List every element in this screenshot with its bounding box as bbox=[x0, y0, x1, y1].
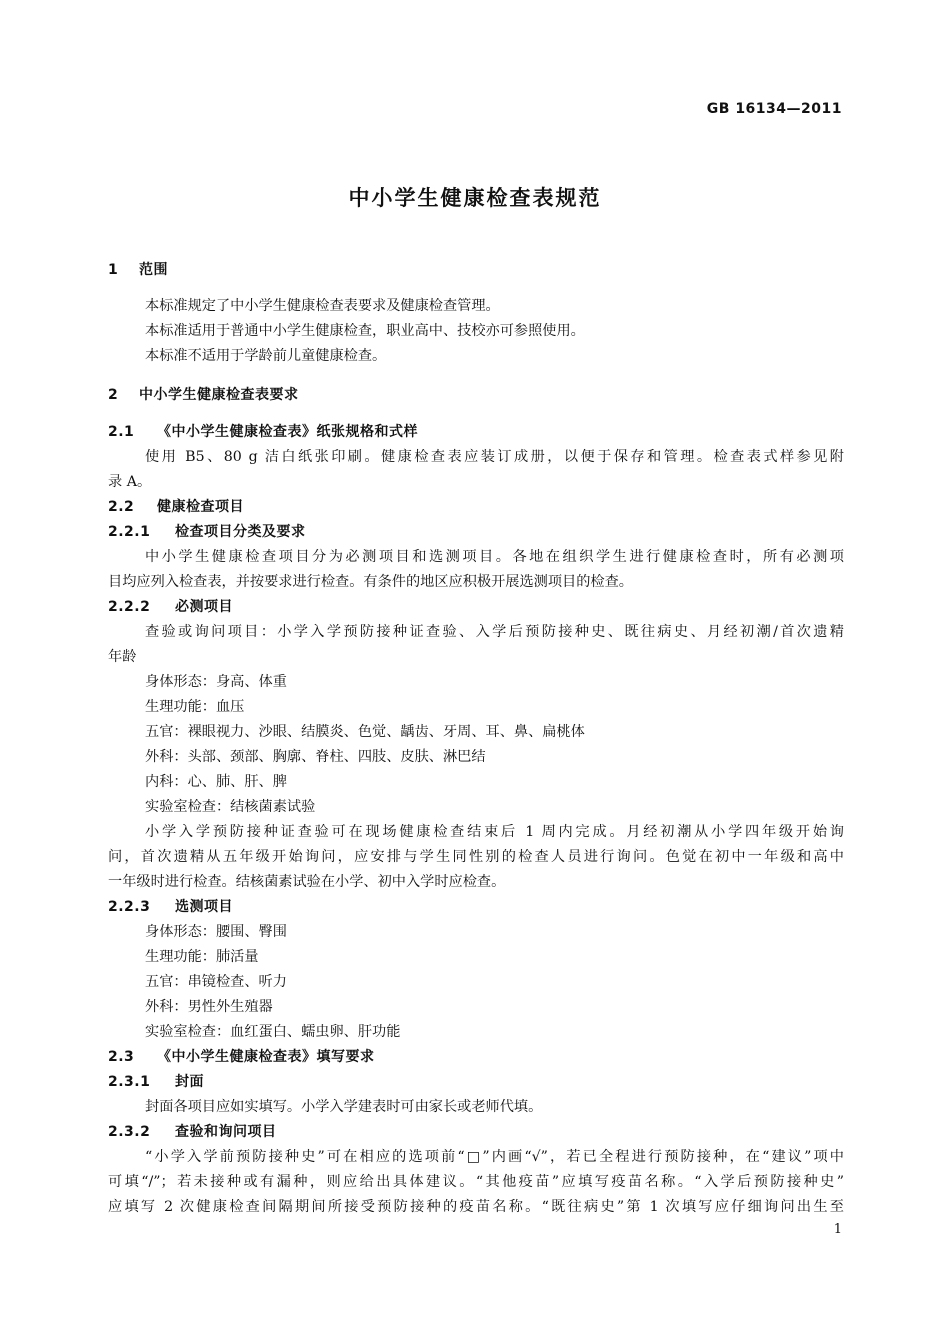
section-number: 1 bbox=[108, 262, 119, 278]
paragraph-line: 问，首次遗精从五年级开始询问，应安排与学生同性别的检查人员进行询问。色觉在初中一年级和高中 bbox=[108, 849, 844, 865]
paragraph-line: “小学入学前预防接种史”可在相应的选项前“□”内画“√”，若已全程进行预防接种，在“建议”项中 bbox=[145, 1149, 844, 1165]
section-number: 2.2.2 bbox=[108, 599, 151, 615]
paragraph-line: 实验室检查：血红蛋白、蠕虫卵、肝功能 bbox=[145, 1024, 401, 1040]
section-heading bbox=[108, 420, 844, 445]
page-number: 1 bbox=[833, 1222, 842, 1237]
section-heading bbox=[108, 258, 844, 283]
section-title: 健康检查项目 bbox=[157, 499, 244, 515]
paragraph-line: 应填写 2 次健康检查间隔期间所接受预防接种的疫苗名称。“既往病史”第 1 次填写应仔细询问出生至 bbox=[108, 1199, 844, 1215]
section-heading bbox=[108, 383, 844, 408]
paragraph-line: 本标准规定了中小学生健康检查表要求及健康检查管理。 bbox=[145, 298, 500, 314]
section-title: 查验和询问项目 bbox=[175, 1124, 277, 1140]
section-number: 2.3.2 bbox=[108, 1124, 151, 1140]
paragraph-line: 目均应列入检查表，并按要求进行检查。有条件的地区应积极开展选测项目的检查。 bbox=[108, 574, 633, 590]
section-number: 2.2 bbox=[108, 499, 135, 515]
section-number: 2.3 bbox=[108, 1049, 135, 1065]
paragraph-line: 录 A。 bbox=[108, 474, 152, 490]
paragraph-line: 小学入学预防接种证查验可在现场健康检查结束后 1 周内完成。月经初潮从小学四年级开始询 bbox=[145, 824, 844, 840]
section-heading bbox=[108, 595, 844, 620]
standard-number: GB 16134—2011 bbox=[706, 101, 842, 117]
section-number: 2.2.1 bbox=[108, 524, 151, 540]
paragraph-line: 本标准不适用于学龄前儿童健康检查。 bbox=[145, 348, 387, 364]
section-heading bbox=[108, 495, 844, 520]
section-number: 2.1 bbox=[108, 424, 135, 440]
section-title: 选测项目 bbox=[175, 899, 233, 915]
paragraph-line: 生理功能：肺活量 bbox=[145, 949, 259, 965]
paragraph-line: 使用 B5、80 g 洁白纸张印刷。健康检查表应装订成册，以便于保存和管理。检查表式样参见附 bbox=[145, 449, 844, 465]
section-number: 2 bbox=[108, 387, 119, 403]
paragraph-line: 本标准适用于普通中小学生健康检查，职业高中、技校亦可参照使用。 bbox=[145, 323, 585, 339]
paragraph-line: 查验或询问项目：小学入学预防接种证查验、入学后预防接种史、既往病史、月经初潮/首次遗精 bbox=[145, 624, 844, 640]
section-title: 检查项目分类及要求 bbox=[175, 524, 306, 540]
paragraph-line: 身体形态：腰围、臀围 bbox=[145, 924, 287, 940]
section-title: 封面 bbox=[175, 1074, 204, 1090]
section-title: 必测项目 bbox=[175, 599, 233, 615]
section-title: 中小学生健康检查表要求 bbox=[139, 387, 299, 403]
paragraph-line: 五官：串镜检查、听力 bbox=[145, 974, 287, 990]
section-title: 《中小学生健康检查表》纸张规格和式样 bbox=[157, 424, 418, 440]
section-number: 2.3.1 bbox=[108, 1074, 151, 1090]
paragraph-line: 生理功能：血压 bbox=[145, 699, 245, 715]
page-title: 中小学生健康检查表规范 bbox=[348, 186, 602, 210]
section-heading bbox=[108, 1045, 844, 1070]
section-title: 范围 bbox=[139, 262, 168, 278]
paragraph-line: 实验室检查：结核菌素试验 bbox=[145, 799, 316, 815]
paragraph-line: 一年级时进行检查。结核菌素试验在小学、初中入学时应检查。 bbox=[108, 874, 506, 890]
section-heading bbox=[108, 1070, 844, 1095]
paragraph-line: 封面各项目应如实填写。小学入学建表时可由家长或老师代填。 bbox=[145, 1099, 543, 1115]
section-number: 2.2.3 bbox=[108, 899, 151, 915]
paragraph-line: 可填“/”；若未接种或有漏种，则应给出具体建议。“其他疫苗”应填写疫苗名称。“入学后预防接种史” bbox=[108, 1174, 844, 1190]
paragraph-line: 五官：裸眼视力、沙眼、结膜炎、色觉、龋齿、牙周、耳、鼻、扁桃体 bbox=[145, 724, 585, 740]
paragraph-line: 身体形态：身高、体重 bbox=[145, 674, 287, 690]
section-heading bbox=[108, 895, 844, 920]
section-heading bbox=[108, 520, 844, 545]
section-title: 《中小学生健康检查表》填写要求 bbox=[157, 1049, 375, 1065]
paragraph-line: 外科：男性外生殖器 bbox=[145, 999, 273, 1015]
paragraph-line: 外科：头部、颈部、胸廓、脊柱、四肢、皮肤、淋巴结 bbox=[145, 749, 486, 765]
paragraph-line: 内科：心、肺、肝、脾 bbox=[145, 774, 287, 790]
paragraph-line: 中小学生健康检查项目分为必测项目和选测项目。各地在组织学生进行健康检查时，所有必测项 bbox=[145, 549, 844, 565]
section-heading bbox=[108, 1120, 844, 1145]
paragraph-line: 年龄 bbox=[108, 649, 137, 665]
